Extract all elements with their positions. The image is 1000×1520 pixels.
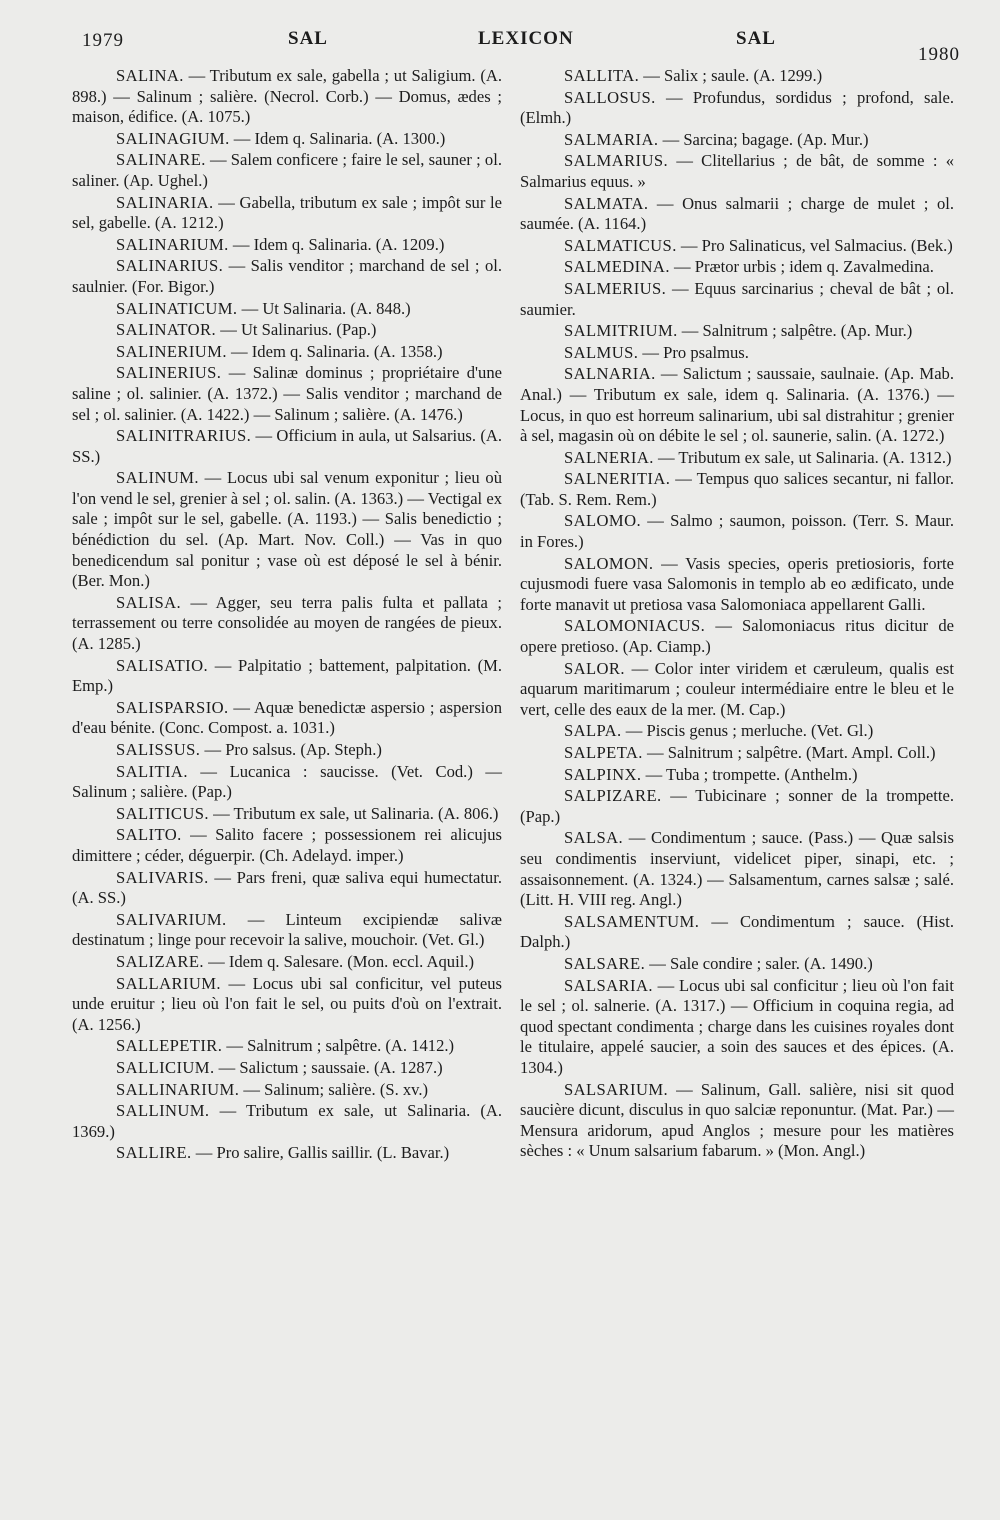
definition: — Salictum ; saussaie. (A. 1287.) xyxy=(214,1057,443,1077)
entry xyxy=(72,363,502,425)
headword: SALISA. xyxy=(116,592,182,612)
entry xyxy=(520,364,954,446)
definition: — Salictum ; saussaie, saulnaie. (Ap. Mab. Anal.) — Tributum ex sale, idem q. Salinaria. (A. 1376.) — Locus, in quo est horreum salinarium, ubi sal distrahitur ; grenier à sel, magasin où on débite le sel ; ol. saunerie, salin. (A. 1272.) xyxy=(520,364,954,446)
entry xyxy=(72,1036,502,1057)
definition: — Tributum ex sale, ut Salinaria. (A. 806.) xyxy=(208,803,499,823)
definition: — Pro salire, Gallis saillir. (L. Bavar.) xyxy=(191,1143,450,1163)
headword: SALINARIA. xyxy=(116,192,214,212)
entry xyxy=(72,1101,502,1142)
definition: — Palpitatio ; battement, palpitation. (M. Emp.) xyxy=(72,655,502,696)
headword: SALLICIUM. xyxy=(116,1057,215,1077)
headword: SALINATOR. xyxy=(116,320,217,340)
headword: SALINARE. xyxy=(116,150,206,170)
definition: — Locus ubi sal conficitur ; lieu où l'on fait le sel ; ol. salnerie. (A. 1317.) — Officium in coquina regia, ad quod spectant condimenta ; charge dans les cuisines royales dont le titulaire, appelé saucier, a soin des sauces et des épices. (A. 1304.) xyxy=(520,975,954,1077)
page-number-left: 1979 xyxy=(82,30,124,51)
entry xyxy=(72,468,502,592)
headword: SALITIA. xyxy=(116,761,188,781)
headword: SALSAMENTUM. xyxy=(564,911,700,931)
headword: SALINITRARIUS. xyxy=(116,426,252,446)
headword: SALISSUS. xyxy=(116,740,201,759)
headword: SALMARIUS. xyxy=(564,151,669,171)
headword: SALPETA. xyxy=(564,743,643,762)
headword: SALNARIA. xyxy=(564,364,656,384)
definition: — Tuba ; trompette. (Anthelm.) xyxy=(641,764,858,784)
definition: — Salnitrum ; salpêtre. (A. 1412.) xyxy=(222,1036,455,1056)
headword: SALMATICUS. xyxy=(564,235,677,255)
entry xyxy=(520,236,954,257)
running-head-right: SAL xyxy=(736,28,776,49)
definition: — Salmo ; saumon, poisson. (Terr. S. Maur. in Fores.) xyxy=(520,511,954,552)
definition: — Officium in aula, ut Salsarius. (A. SS.) xyxy=(72,426,502,466)
definition: — Ut Salinarius. (Pap.) xyxy=(216,320,377,340)
entry xyxy=(72,656,502,697)
headword: SALSARE. xyxy=(564,953,646,973)
definition: — Clitellarius ; de bât, de somme : « Salmarius equus. » xyxy=(520,151,954,191)
definition: — Salix ; saule. (A. 1299.) xyxy=(639,66,823,85)
running-head-left: SAL xyxy=(288,28,328,49)
entry xyxy=(520,279,954,320)
headword: SALINA. xyxy=(116,66,184,85)
entry xyxy=(520,743,954,764)
definition: — Idem q. Salinaria. (A. 1358.) xyxy=(226,341,443,361)
headword: SALINARIUM. xyxy=(116,234,229,254)
definition: — Locus ubi sal venum exponitur ; lieu où l'on vend le sel, grenier à sel ; ol. salin. (A. 1363.) — Vectigal ex sale ; impôt sur le sel, gabelle. (A. 1193.) — Salis benedictio ; bénédiction du sel. (Ap. Mart. Nov. Coll.) — Vas in quo benedicendum sal ponitur ; vase où est déposé le sel à bénir. (Ber. Mon.) xyxy=(72,468,502,591)
definition: — Salnitrum ; salpêtre. (Ap. Mur.) xyxy=(677,321,913,341)
entry xyxy=(520,554,954,616)
definition: — Equus sarcinarius ; cheval de bât ; ol. saumier. xyxy=(520,278,954,319)
entry xyxy=(520,954,954,975)
entry xyxy=(520,616,954,657)
entry xyxy=(72,952,502,973)
headword: SALMATA. xyxy=(564,193,649,213)
definition: — Tributum ex sale, ut Salinaria. (A. 1312.) xyxy=(653,447,952,467)
entry xyxy=(520,469,954,510)
definition: — Pars freni, quæ saliva equi humectatur. (A. SS.) xyxy=(72,867,502,908)
definition: — Pro psalmus. xyxy=(638,342,749,362)
definition: — Linteum excipiendæ salivæ destinatum ; linge pour recevoir la salive, mouchoir. (Vet. Gl.) xyxy=(72,909,502,950)
headword: SALMITRIUM. xyxy=(564,321,678,341)
left-column xyxy=(72,66,502,1165)
headword: SALMARIA. xyxy=(564,129,659,149)
entry xyxy=(72,1143,502,1164)
headword: SALISATIO. xyxy=(116,655,209,675)
definition: — Idem q. Salinaria. (A. 1300.) xyxy=(229,128,446,148)
headword: SALMUS. xyxy=(564,342,639,362)
headword: SALINUM. xyxy=(116,468,199,488)
definition: — Sale condire ; saler. (A. 1490.) xyxy=(645,953,873,973)
entry xyxy=(520,88,954,129)
entry xyxy=(520,976,954,1079)
definition: — Tributum ex sale, ut Salinaria. (A. 1369.) xyxy=(72,1101,502,1141)
definition: — Tributum ex sale, gabella ; ut Saligium. (A. 898.) — Salinum ; salière. (Necrol. Corb.) — Domus, ædes ; maison, édifice. (A. 1075.) xyxy=(72,66,502,127)
definition: — Idem q. Salesare. (Mon. eccl. Aquil.) xyxy=(203,951,474,971)
entry xyxy=(72,66,502,128)
entry xyxy=(72,762,502,803)
entry xyxy=(520,1080,954,1162)
definition: — Piscis genus ; merluche. (Vet. Gl.) xyxy=(621,721,874,741)
entry xyxy=(520,659,954,721)
entry xyxy=(72,150,502,191)
entry xyxy=(72,235,502,256)
definition: — Salem conficere ; faire le sel, sauner ; ol. saliner. (Ap. Ughel.) xyxy=(72,150,502,190)
definition: — Salito facere ; possessionem rei alicujus dimittere ; céder, déguerpir. (Ch. Adelayd. imper.) xyxy=(72,825,502,865)
definition: — Sarcina; bagage. (Ap. Mur.) xyxy=(658,129,869,149)
definition: — Ut Salinaria. (A. 848.) xyxy=(237,298,411,318)
headword: SALOMO. xyxy=(564,511,642,531)
entry xyxy=(520,343,954,364)
headword: SALNERIA. xyxy=(564,447,654,467)
entry xyxy=(72,193,502,234)
definition: — Pro salsus. (Ap. Steph.) xyxy=(200,740,382,759)
headword: SALOR. xyxy=(564,658,625,678)
definition: — Profundus, sordidus ; profond, sale. (Elmh.) xyxy=(520,87,954,128)
headword: SALMERIUS. xyxy=(564,278,667,298)
headword: SALPIZARE. xyxy=(564,786,662,806)
definition: — Onus salmarii ; charge de mulet ; ol. saumée. (A. 1164.) xyxy=(520,193,954,234)
entry xyxy=(72,426,502,467)
definition: — Salinum, Gall. salière, nisi sit quod saucière dicunt, disculus in quo salciæ reponuntur. (Mat. Par.) — Mensura aridorum, apud Anglos ; mesure pour les matières sèches : « Unum salsarium fabarum. » (Mon. Angl.) xyxy=(520,1079,954,1161)
entry xyxy=(72,320,502,341)
entry xyxy=(520,448,954,469)
entry xyxy=(72,825,502,866)
running-head-center: LEXICON xyxy=(478,28,574,49)
headword: SALIVARIUM. xyxy=(116,909,227,929)
definition: — Tempus quo salices secantur, ni fallor. (Tab. S. Rem. Rem.) xyxy=(520,469,954,509)
headword: SALIVARIS. xyxy=(116,867,209,887)
definition: — Pro Salinaticus, vel Salmacius. (Bek.) xyxy=(676,235,953,255)
entry xyxy=(72,910,502,951)
headword: SALPA. xyxy=(564,721,622,741)
headword: SALLOSUS. xyxy=(564,87,656,107)
entry xyxy=(520,130,954,151)
entry xyxy=(72,256,502,297)
definition: — Aquæ benedictæ aspersio ; aspersion d'eau bénite. (Conc. Compost. a. 1031.) xyxy=(72,697,502,738)
entry xyxy=(72,1058,502,1079)
headword: SALLIRE. xyxy=(116,1143,192,1163)
entry xyxy=(72,342,502,363)
entry xyxy=(72,299,502,320)
headword: SALITICUS. xyxy=(116,803,209,823)
definition: — Color inter viridem et cæruleum, qualis est aquarum maritimarum ; couleur intermédiaire entre le bleu et le vert, celle des eaux de la mer. (M. Cap.) xyxy=(520,658,954,719)
entry xyxy=(520,194,954,235)
entry xyxy=(520,912,954,953)
definition: — Salnitrum ; salpêtre. (Mart. Ampl. Coll.) xyxy=(642,743,936,762)
headword: SALIZARE. xyxy=(116,951,204,971)
entry xyxy=(520,257,954,278)
page-number-right: 1980 xyxy=(918,44,960,65)
headword: SALSA. xyxy=(564,828,624,848)
headword: SALSARIA. xyxy=(564,975,653,995)
entry xyxy=(72,868,502,909)
entry xyxy=(72,1080,502,1101)
entry xyxy=(72,129,502,150)
headword: SALINERIUM. xyxy=(116,341,227,361)
definition: — Vasis species, operis pretiosioris, forte cujusmodi fuere vasa Salomonis in templo ab eo ædificato, unde forte manavit ut pretiosa vasa Salomoniaca appellarent Galli. xyxy=(520,553,954,614)
definition: — Condimentum ; sauce. (Hist. Dalph.) xyxy=(520,911,954,952)
headword: SALOMON. xyxy=(564,553,654,573)
headword: SALNERITIA. xyxy=(564,469,671,489)
definition: — Condimentum ; sauce. (Pass.) — Quæ salsis seu condimentis inserviunt, videlicet piper, sinapi, etc. ; assaisonnement. (A. 1324.) — Salsamentum, carnes salsæ ; salé. (Litt. H. VIII reg. Angl.) xyxy=(520,828,954,910)
definition: — Idem q. Salinaria. (A. 1209.) xyxy=(228,234,445,254)
headword: SALLITA. xyxy=(564,66,640,85)
entry xyxy=(72,698,502,739)
entry xyxy=(520,828,954,910)
entry xyxy=(520,721,954,742)
definition: — Salomoniacus ritus dicitur de opere pretioso. (Ap. Ciamp.) xyxy=(520,616,954,657)
headword: SALINERIUS. xyxy=(116,363,222,383)
entry xyxy=(72,804,502,825)
entry xyxy=(520,765,954,786)
entry xyxy=(72,974,502,1036)
headword: SALLINARIUM. xyxy=(116,1079,240,1099)
definition: — Locus ubi sal conficitur, vel puteus unde eruitur ; lieu où l'on fait le sel, ou puits d'où on l'extrait. (A. 1256.) xyxy=(72,973,502,1034)
definition: — Gabella, tributum ex sale ; impôt sur le sel, gabelle. (A. 1212.) xyxy=(72,192,502,233)
headword: SALINAGIUM. xyxy=(116,128,230,148)
headword: SALOMONIACUS. xyxy=(564,616,706,636)
headword: SALLEPETIR. xyxy=(116,1036,223,1056)
definition: — Salinæ dominus ; propriétaire d'une saline ; ol. salinier. (A. 1372.) — Salis venditor ; marchand de sel ; ol. salinier. (A. 1422.) — Salinum ; salière. (A. 1476.) xyxy=(72,363,502,424)
right-column xyxy=(520,66,954,1163)
entry xyxy=(72,593,502,655)
headword: SALINATICUM. xyxy=(116,298,238,318)
definition: — Agger, seu terra palis fulta et pallata ; terrassement ou terre consolidée au moyen de rangées de pieux. (A. 1285.) xyxy=(72,592,502,654)
headword: SALISPARSIO. xyxy=(116,697,229,717)
entry xyxy=(72,740,502,761)
entry xyxy=(520,511,954,552)
headword: SALPINX. xyxy=(564,764,642,784)
entry xyxy=(520,321,954,342)
definition: — Prætor urbis ; idem q. Zavalmedina. xyxy=(669,257,934,277)
definition: — Lucanica : saucisse. (Vet. Cod.) — Salinum ; salière. (Pap.) xyxy=(72,761,502,802)
headword: SALLARIUM. xyxy=(116,973,221,993)
headword: SALINARIUS. xyxy=(116,256,224,276)
headword: SALLINUM. xyxy=(116,1101,210,1121)
headword: SALMEDINA. xyxy=(564,257,670,277)
entry xyxy=(520,151,954,192)
page-header xyxy=(0,28,1000,68)
entry xyxy=(520,786,954,827)
entry xyxy=(520,66,954,87)
definition: — Salis venditor ; marchand de sel ; ol. saulnier. (For. Bigor.) xyxy=(72,256,502,296)
headword: SALSARIUM. xyxy=(564,1079,669,1099)
headword: SALITO. xyxy=(116,825,182,845)
definition: — Tubicinare ; sonner de la trompette. (Pap.) xyxy=(520,786,954,826)
definition: — Salinum; salière. (S. xv.) xyxy=(239,1079,429,1099)
